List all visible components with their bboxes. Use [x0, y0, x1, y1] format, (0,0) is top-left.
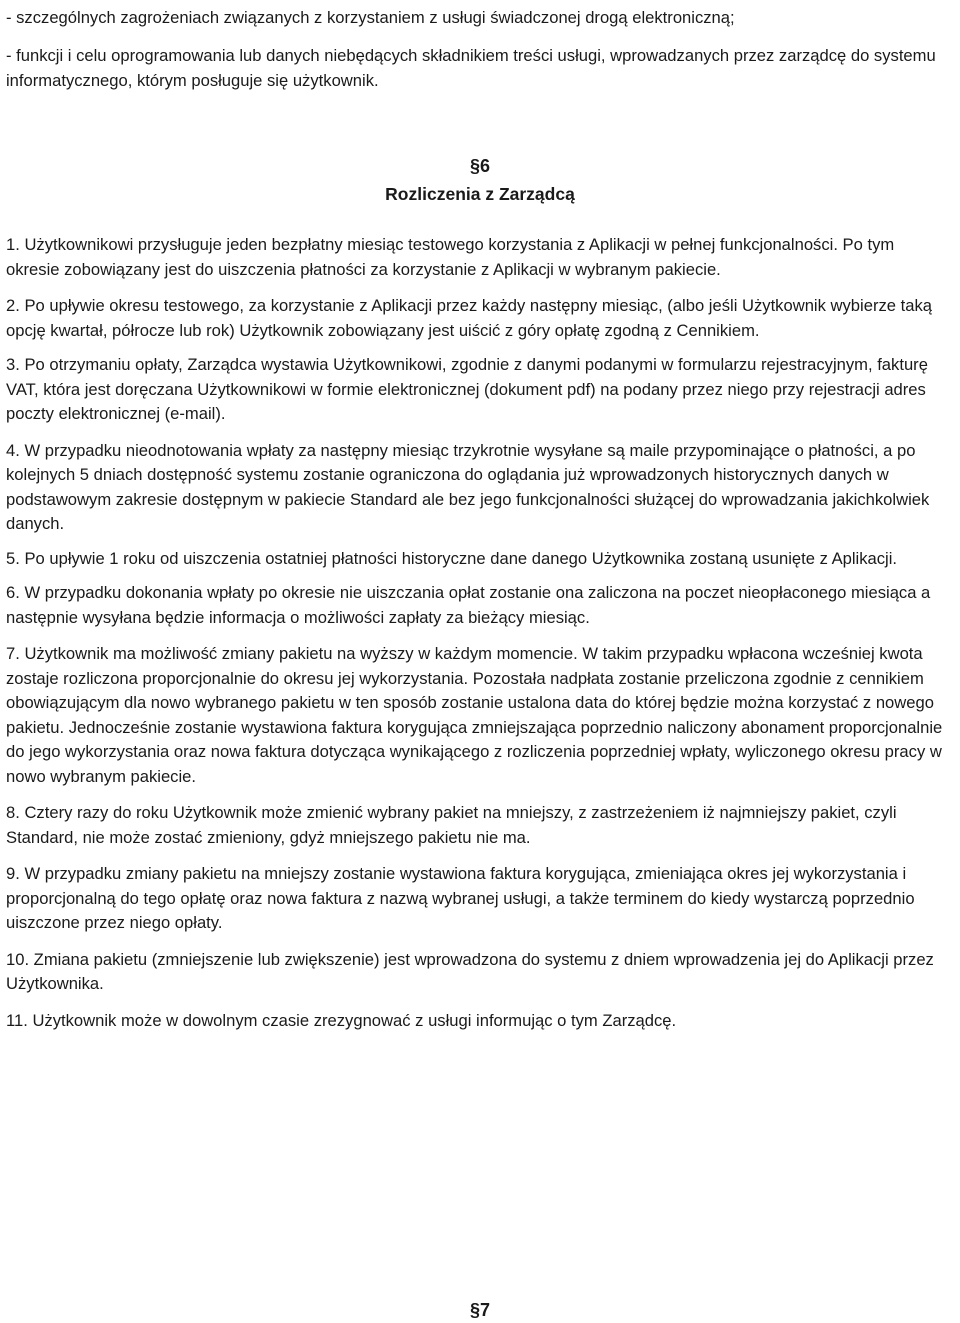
- section-6-items: [6, 233, 952, 1033]
- lead-line-software: - funkcji i celu oprogramowania lub danych niebędących składnikiem treści usługi, wprowadzanych przez zarządcę do systemu informatycznego, którym posługuje się użytkownik.: [6, 46, 936, 90]
- lead-line-threats: - szczególnych zagrożeniach związanych z korzystaniem z usługi świadczonej drogą elektroniczną;: [6, 8, 735, 27]
- section-6-number: §6: [469, 156, 491, 176]
- section-7-number: §7: [469, 1300, 491, 1320]
- list-item-5: 5. Po upływie 1 roku od uiszczenia ostatniej płatności historyczne dane danego Użytkownika zostaną usunięte z Aplikacji.: [6, 548, 898, 568]
- list-item-10: 10. Zmiana pakietu (zmniejszenie lub zwiększenie) jest wprowadzona do systemu z dniem wprowadzenia jej do Aplikacji przez Użytkownika.: [6, 949, 934, 993]
- list-item-9: 9. W przypadku zmiany pakietu na mniejszy zostanie wystawiona faktura korygująca, zmieniająca okres jej wykorzystania i proporcjonalną do tego opłatę oraz nowa faktura z nazwą wybranej usługi, a także terminem do kiedy wystarczą poprzednio uiszczone przez niego opłaty.: [6, 864, 915, 932]
- list-item-7: 7. Użytkownik ma możliwość zmiany pakietu na wyższy w każdym momencie. W takim przypadku wpłacona wcześniej kwota zostaje rozliczona proporcjonalnie do okresu jej wykorzystania. Pozostała nadpłata zostanie przeliczona zgodnie z cennikiem obowiązującym dla nowo wybranego pakietu w ten sposób zostanie ustalona data do której będzie można korzystać z nowego pakietu. Jednocześnie zostanie wystawiona faktura korygująca zmniejszająca poprzednio naliczony abonament proporcjonalnie do jego wykorzystania oraz nowa faktura dotycząca wynikającego z rozliczenia poprzedniej wpłaty, wyliczonego okresu pracy w nowo wybranym pakiecie.: [6, 644, 943, 786]
- list-item-6: 6. W przypadku dokonania wpłaty po okresie nie uiszczania opłat zostanie ona zaliczona na poczet nieopłaconego miesiąca a następnie wysyłana będzie informacja o możliwości zapłaty za bieżący miesiąc.: [6, 583, 931, 627]
- list-item-3: 3. Po otrzymaniu opłaty, Zarządca wystawia Użytkownikowi, zgodnie z danymi podanymi w formularzu rejestracyjnym, fakturę VAT, która jest doręczana Użytkownikowi w formie elektronicznej (dokument pdf) na podany przez niego przy rejestracji adres poczty elektronicznej (e-mail).: [6, 355, 928, 423]
- list-item-2: 2. Po upływie okresu testowego, za korzystanie z Aplikacji przez każdy następny miesiąc, (albo jeśli Użytkownik wybierze taką opcję kwartał, półrocze lub rok) Użytkownik zobowiązany jest uiścić z góry opłatę zgodną z Cennikiem.: [6, 296, 932, 340]
- list-item-4: 4. W przypadku nieodnotowania wpłaty za następny miesiąc trzykrotnie wysyłane są maile przypominające o płatności, a po kolejnych 5 dniach dostępność systemu zostanie ograniczona do oglądania już wprowadzonych historycznych danych w podstawowym zakresie dostępnym w pakiecie Standard ale bez jego funkcjonalności służącej do wprowadzania jakichkolwiek danych.: [6, 440, 930, 533]
- section-6-title: Rozliczenia z Zarządcą: [385, 184, 575, 204]
- list-item-1: 1. Użytkownikowi przysługuje jeden bezpłatny miesiąc testowego korzystania z Aplikacji w pełnej funkcjonalności. Po tym okresie zobowiązany jest do uiszczenia płatności za korzystanie z Aplikacji w wybranym pakiecie.: [6, 235, 895, 279]
- list-item-8: 8. Cztery razy do roku Użytkownik może zmienić wybrany pakiet na mniejszy, z zastrzeżeniem iż najmniejszy pakiet, czyli Standard, nie może zostać zmieniony, gdyż mniejszego pakietu nie ma.: [6, 803, 897, 847]
- list-item-11: 11. Użytkownik może w dowolnym czasie zrezygnować z usługi informując o tym Zarządcę.: [6, 1010, 677, 1030]
